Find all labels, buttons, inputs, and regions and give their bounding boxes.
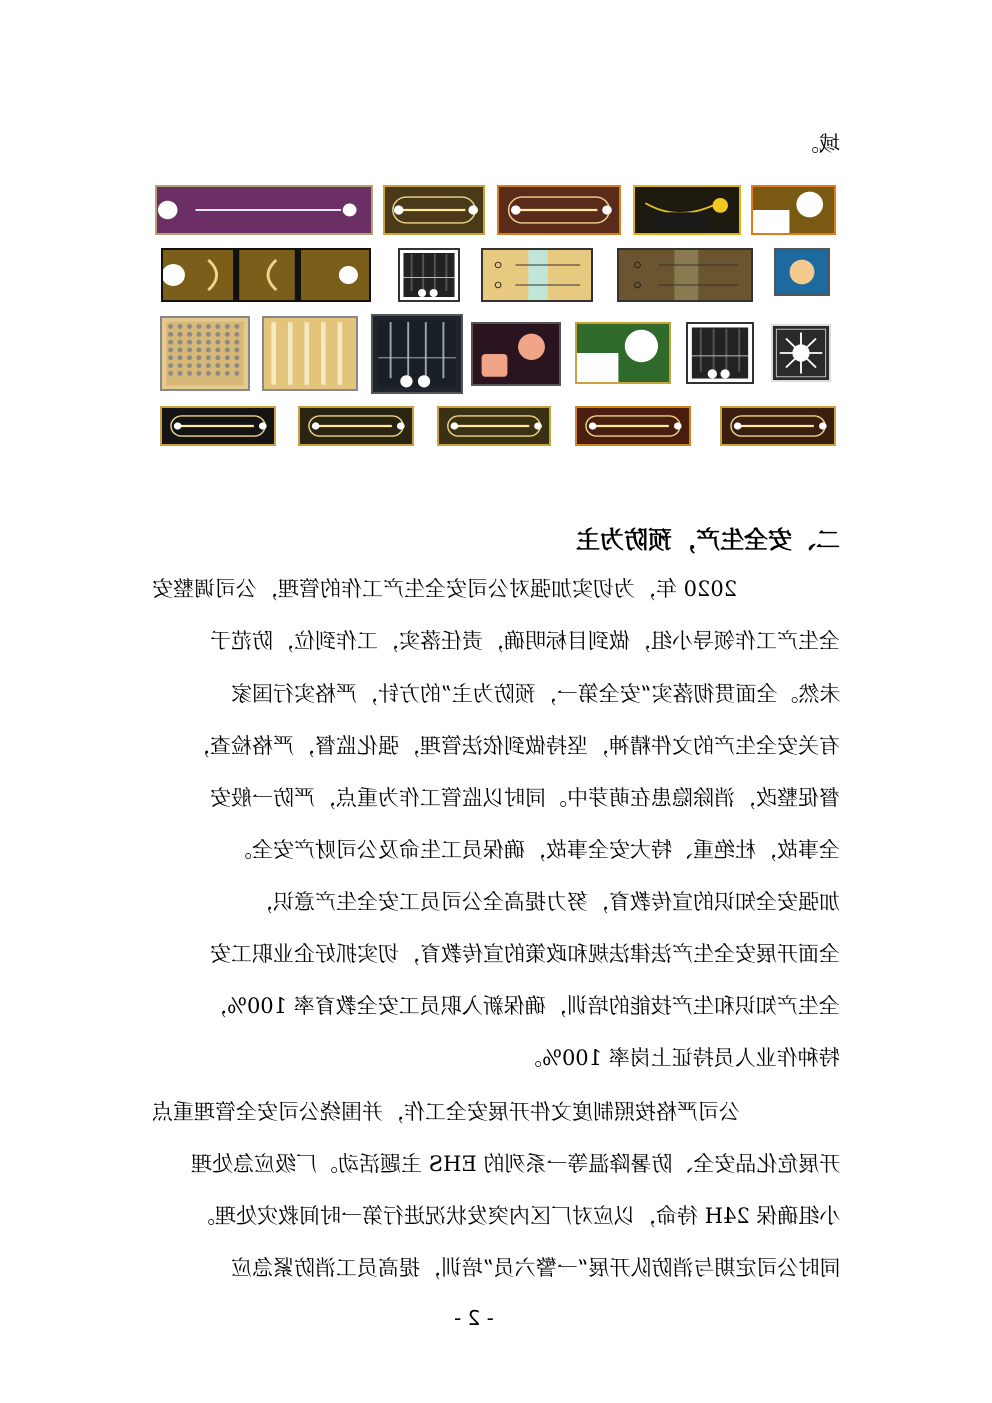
chip-r4-3 xyxy=(437,406,551,446)
text-line: 全事故，杜绝重、特大安全事故，确保员工生命及公司财产安全。 xyxy=(231,838,840,862)
text-line: 有关安全生产的文件精神，坚持做到依法管理，强化监督，严格检查， xyxy=(189,734,840,758)
chip-r2-4 xyxy=(617,248,753,302)
text-line: 未然。全面贯彻落实“安全第一，预防为主”的方针，严格实行国家 xyxy=(230,682,840,706)
text-line: 全生产知识和生产技能的培训，确保新入职员工安全教育率 100%， xyxy=(206,994,840,1018)
chip-r4-5 xyxy=(720,406,836,446)
text-line: 小组确保 24H 待命，以应对厂区内突发状况进行第一时间救灾处理。 xyxy=(193,1204,840,1228)
chip-r2-2 xyxy=(398,248,460,302)
chip-r2-3-art xyxy=(483,250,591,300)
chip-r1-1 xyxy=(155,185,373,235)
chip-r4-1 xyxy=(160,406,276,446)
chip-r2-5 xyxy=(774,248,830,296)
text-line: 特种作业人员持证上岗率 100%。 xyxy=(521,1046,840,1070)
chip-r3-1 xyxy=(160,316,250,391)
chip-r3-6 xyxy=(686,322,754,384)
chip-r2-4-art xyxy=(619,250,751,300)
chip-r1-4 xyxy=(633,185,741,235)
chip-r1-3 xyxy=(497,185,621,235)
chip-r2-3 xyxy=(481,248,593,302)
text-line: 督促整改，消除隐患在萌芽中。同时以监管工作为重点，严防一般安 xyxy=(210,786,840,810)
text-line: 公司严格按照制度文件开展安全工作，并围绕公司安全管理重点 xyxy=(152,1100,740,1124)
text-line: 2020 年，为切实加强对公司安全生产工作的管理，公司调整安 xyxy=(152,577,738,601)
chip-r4-4-art xyxy=(577,408,689,444)
top-fragment: 域。 xyxy=(798,132,840,156)
text-line: 加强安全知识的宣传教育，努力提高全公司员工安全生产意识， xyxy=(252,890,840,914)
chip-r4-1-art xyxy=(162,408,274,444)
section-heading: 二、安全生产，预防为主 xyxy=(576,526,840,554)
chip-r1-5 xyxy=(751,185,836,235)
chip-r3-3-art xyxy=(373,316,461,392)
chip-r3-3 xyxy=(371,314,463,394)
chip-r1-2-art xyxy=(385,187,483,233)
chip-r3-7-art xyxy=(773,326,829,380)
chip-r4-5-art xyxy=(722,408,834,444)
chip-r2-1-art xyxy=(163,250,369,300)
chip-r3-2-art xyxy=(264,318,356,389)
text-line: 全面开展安全生产法律法规和政策的宣传教育，切实抓好企业职工安 xyxy=(210,942,840,966)
chip-r2-5-art xyxy=(776,250,828,294)
chip-r1-5-art xyxy=(753,187,834,233)
chip-r3-5 xyxy=(575,322,671,384)
chip-r3-6-art xyxy=(688,324,752,382)
chip-r1-1-art xyxy=(157,187,371,233)
page-number: - 2 - xyxy=(454,1306,494,1330)
chip-r3-4-art xyxy=(473,324,559,384)
chip-r3-2 xyxy=(262,316,358,391)
chip-r3-1-art xyxy=(162,318,248,389)
chip-r1-2 xyxy=(383,185,485,235)
chip-r2-2-art xyxy=(400,250,458,300)
chip-r4-2 xyxy=(298,406,414,446)
chip-r3-5-art xyxy=(577,324,669,382)
chip-r1-4-art xyxy=(635,187,739,233)
text-line: 开展危化品安全、防暑降温等一系列的 EHS 主题活动。厂级应急处理 xyxy=(190,1152,840,1176)
chip-r4-3-art xyxy=(439,408,549,444)
chip-r4-2-art xyxy=(300,408,412,444)
chip-r1-3-art xyxy=(499,187,619,233)
chip-r3-4 xyxy=(471,322,561,386)
chip-r4-4 xyxy=(575,406,691,446)
text-line: 全生产工作领导小组，做到目标明确，责任落实，工作到位，防范于 xyxy=(210,629,840,653)
chip-r2-1 xyxy=(161,248,371,302)
chip-r3-7 xyxy=(771,324,831,382)
text-line: 同时公司定期与消防队开展“一警六员”培训，提高员工消防紧急应 xyxy=(230,1256,840,1280)
